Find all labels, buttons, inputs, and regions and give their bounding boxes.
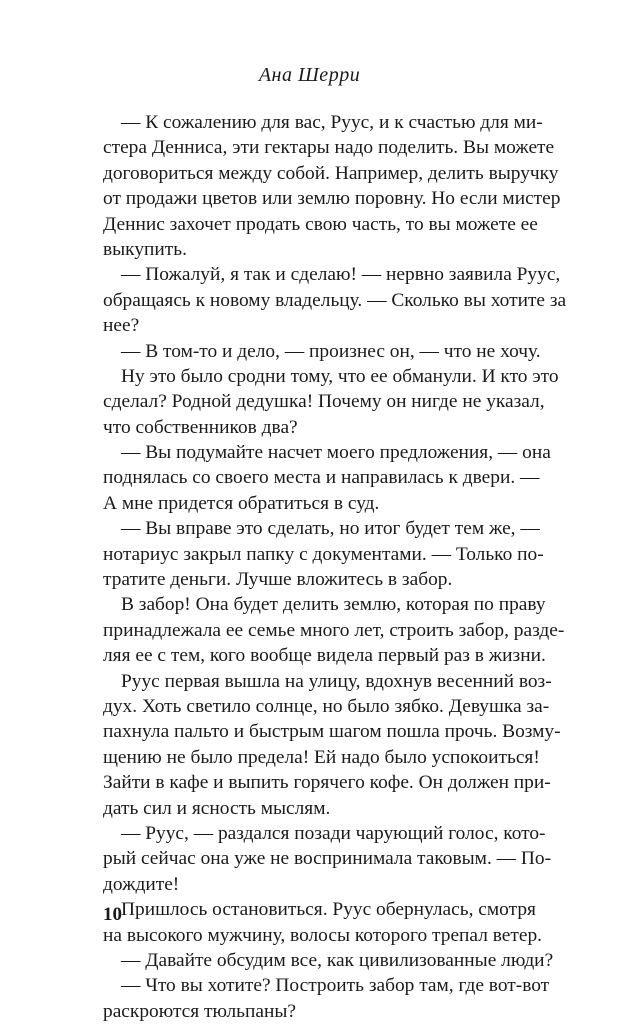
- text-line: Деннис захочет продать свою часть, то вы можете ее: [103, 213, 538, 235]
- text-line: раскроются тюльпаны?: [103, 1000, 297, 1022]
- text-line: пахнула пальто и быстрым шагом пошла прочь. Возму-: [103, 721, 561, 743]
- text-line: сделал? Родной дедушка! Почему он нигде не указал,: [103, 391, 545, 413]
- text-line: нотариус закрыл папку с документами. — Только по-: [103, 543, 544, 565]
- body-text: [103, 110, 567, 1024]
- text-line: — Давайте обсудим все, как цивилизованные люди?: [121, 949, 554, 971]
- text-line: Руус первая вышла на улицу, вдохнув весенний воз-: [121, 670, 552, 692]
- text-line: В забор! Она будет делить землю, которая по праву: [121, 594, 546, 616]
- text-line: нее?: [103, 315, 140, 337]
- text-line: тратите деньги. Лучше вложитесь в забор.: [103, 569, 453, 591]
- text-line: Зайти в кафе и выпить горячего кофе. Он должен при-: [103, 772, 551, 794]
- text-line: Пришлось остановиться. Руус обернулась, смотря: [121, 899, 536, 921]
- text-line: — Вы подумайте насчет моего предложения, — она: [121, 442, 551, 464]
- text-line: стера Денниса, эти гектары надо поделить. Вы можете: [103, 137, 555, 159]
- text-line: А мне придется обратиться в суд.: [103, 492, 380, 514]
- page-number: 10: [103, 904, 122, 925]
- text-line: договориться между собой. Например, делить выручку: [103, 162, 559, 184]
- text-line: выкупить.: [103, 238, 187, 260]
- text-line: — Что вы хотите? Построить забор там, где вот-вот: [121, 975, 550, 997]
- text-line: на высокого мужчину, волосы которого трепал ветер.: [103, 924, 542, 946]
- text-line: поднялась со своего места и направилась к двери. —: [103, 467, 540, 489]
- text-line: дух. Хоть светило солнце, но было зябко. Девушка за-: [103, 695, 550, 717]
- text-line: щению не было предела! Ей надо было успокоиться!: [103, 746, 540, 768]
- text-line: — Пожалуй, я так и сделаю! — нервно заявила Руус,: [121, 264, 561, 286]
- text-line: — Руус, — раздался позади чарующий голос, кото-: [121, 822, 546, 844]
- text-line: принадлежала ее семье много лет, строить забор, разде-: [103, 619, 565, 641]
- text-line: Ну это было сродни тому, что ее обманули. И кто это: [121, 365, 559, 387]
- running-header: Ана Шерри: [258, 64, 361, 86]
- text-line: дождите!: [103, 873, 180, 895]
- text-line: что собственников два?: [103, 416, 298, 438]
- text-line: — К сожалению для вас, Руус, и к счастью для ми-: [121, 112, 543, 133]
- text-line: — В том-то и дело, — произнес он, — что не хочу.: [121, 340, 541, 362]
- text-line: рый сейчас она уже не воспринимала таковым. — По-: [103, 848, 552, 870]
- text-line: дать сил и ясность мыслям.: [103, 797, 331, 819]
- text-line: ляя ее с тем, кого вообще видела первый раз в жизни.: [103, 645, 546, 667]
- text-line: обращаясь к новому владельцу. — Сколько вы хотите за: [103, 289, 567, 311]
- text-line: от продажи цветов или землю поровну. Но если мистер: [103, 188, 561, 210]
- text-line: — Вы вправе это сделать, но итог будет тем же, —: [121, 518, 540, 540]
